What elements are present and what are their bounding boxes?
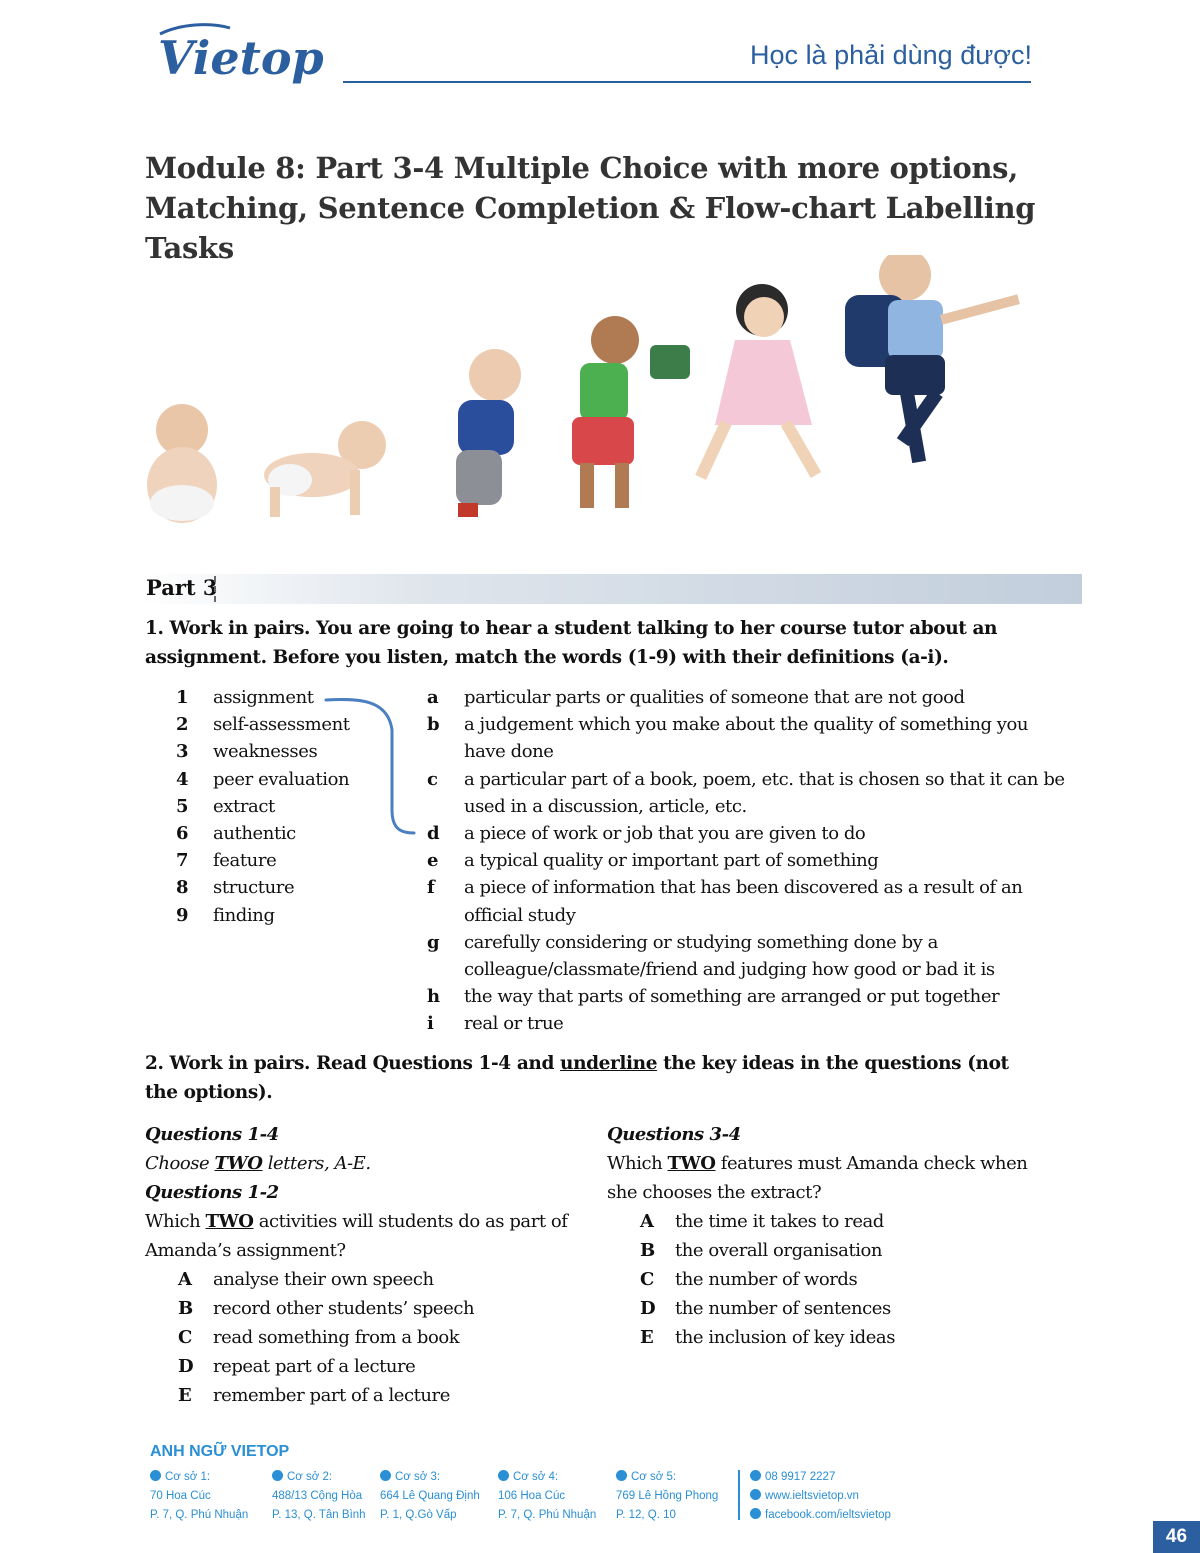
branch-address <box>616 1468 718 1525</box>
branch-address <box>498 1468 596 1525</box>
location-pin-icon <box>380 1470 391 1481</box>
definition-list <box>427 684 1067 1038</box>
crawling-baby-figure <box>264 421 386 517</box>
module-title: Module 8: Part 3-4 Multiple Choice with more options, Matching, Sentence Completion & Flow-chart Labelling Tasks <box>145 151 1036 265</box>
definition-text: the way that parts of something are arranged or put together <box>464 986 1000 1008</box>
choose-instruction <box>145 1149 595 1178</box>
word-number: 6 <box>176 823 189 845</box>
option-letter: A <box>178 1269 192 1290</box>
option-text: repeat part of a lecture <box>213 1356 416 1377</box>
part-separator-mark <box>214 576 222 602</box>
header-divider <box>343 81 1031 83</box>
option-item <box>640 1323 1057 1352</box>
word-number: 3 <box>176 741 189 763</box>
walking-child-figure <box>572 316 690 508</box>
word-number: 8 <box>176 877 189 899</box>
question-text-line2: she chooses the extract? <box>607 1182 822 1203</box>
word-number: 5 <box>176 795 189 817</box>
website-link[interactable]: www.ieltsvietop.vn <box>765 1490 859 1502</box>
option-text: remember part of a lecture <box>213 1385 450 1406</box>
sitting-baby-figure <box>147 404 217 523</box>
word-text: peer evaluation <box>213 768 350 790</box>
option-item <box>178 1381 595 1410</box>
branch-street: 488/13 Cộng Hòa <box>272 1490 363 1502</box>
word-text: structure <box>213 877 295 899</box>
option-text: the overall organisation <box>675 1240 883 1261</box>
word-text: weaknesses <box>213 741 318 763</box>
word-number: 9 <box>176 904 189 926</box>
branch-address <box>272 1468 366 1525</box>
child-growth-illustration <box>140 255 1060 540</box>
option-text: the number of sentences <box>675 1298 891 1319</box>
options-list <box>607 1207 1057 1352</box>
branch-street: 769 Lê Hồng Phong <box>616 1490 719 1502</box>
question-text <box>145 1207 595 1236</box>
option-letter: B <box>178 1298 193 1319</box>
definition-letter: g <box>427 931 440 953</box>
choose-text-end: letters, A-E. <box>262 1153 371 1174</box>
option-letter: D <box>178 1356 194 1377</box>
definition-letter: a <box>427 687 439 708</box>
definition-item <box>427 874 1067 928</box>
option-letter: E <box>640 1327 654 1348</box>
branch-address <box>150 1468 248 1525</box>
definition-text: real or true <box>464 1013 564 1035</box>
word-text: finding <box>213 904 275 926</box>
option-item <box>178 1294 595 1323</box>
option-letter: C <box>178 1327 192 1348</box>
option-item <box>178 1352 595 1381</box>
definition-letter: d <box>427 823 440 845</box>
definition-item <box>427 684 1067 711</box>
question-start: Which <box>607 1153 668 1174</box>
globe-icon <box>750 1489 761 1500</box>
branch-label: Cơ sở 2: <box>287 1471 333 1483</box>
definition-letter: h <box>427 986 440 1008</box>
option-item <box>640 1236 1057 1265</box>
instruction-text-after: the key ideas in the questions (not the options). <box>145 1053 1009 1103</box>
word-text: authentic <box>213 823 296 845</box>
questions-3-4-column <box>607 1120 1057 1352</box>
phone-icon <box>750 1470 761 1481</box>
definition-text: a piece of work or job that you are given to do <box>464 823 866 845</box>
schoolboy-figure <box>845 255 1020 463</box>
branch-district: P. 7, Q. Phú Nhuận <box>150 1509 249 1521</box>
branch-street: 664 Lê Quang Định <box>380 1490 480 1502</box>
word-number: 4 <box>176 768 189 790</box>
definition-letter: e <box>427 850 439 872</box>
option-letter: D <box>640 1298 656 1319</box>
location-pin-icon <box>272 1470 283 1481</box>
branch-label: Cơ sở 5: <box>631 1471 677 1483</box>
location-pin-icon <box>498 1470 509 1481</box>
option-text: analyse their own speech <box>213 1269 434 1290</box>
location-pin-icon <box>616 1470 627 1481</box>
toddler-figure <box>456 349 521 517</box>
definition-text: a judgement which you make about the quality of something you have done <box>464 714 1029 763</box>
word-item <box>176 847 350 874</box>
footer-brand: ANH NGỮ VIETOP <box>150 1443 290 1460</box>
word-text: feature <box>213 850 277 872</box>
definition-letter: b <box>427 714 440 736</box>
option-text: the time it takes to read <box>675 1211 884 1232</box>
definition-item <box>427 711 1067 765</box>
slogan: Học là phải dùng được! <box>750 40 1032 70</box>
word-number: 2 <box>176 714 189 736</box>
question-text-line2: Amanda’s assignment? <box>145 1240 346 1261</box>
options-list <box>145 1265 595 1410</box>
logo-text: Vietop <box>158 31 324 85</box>
instruction-underlined-word: underline <box>560 1053 658 1074</box>
branch-district: P. 13, Q. Tân Bình <box>272 1509 366 1521</box>
question-start: Which <box>145 1211 206 1232</box>
facebook-link[interactable]: facebook.com/ieltsvietop <box>765 1509 891 1521</box>
word-item <box>176 874 350 901</box>
exercise2-instruction <box>145 1049 1045 1107</box>
choose-emphasis: TWO <box>214 1153 263 1174</box>
definition-letter: c <box>427 768 438 790</box>
matching-example-line <box>320 690 430 840</box>
definition-item <box>427 929 1067 983</box>
branch-street: 106 Hoa Cúc <box>498 1490 566 1502</box>
facebook-icon <box>750 1508 761 1519</box>
questions-subheading: Questions 1-2 <box>145 1182 279 1203</box>
footer-divider <box>738 1470 740 1520</box>
questions-1-2-column <box>145 1120 595 1410</box>
branch-address <box>380 1468 480 1525</box>
option-text: record other students’ speech <box>213 1298 475 1319</box>
option-letter: C <box>640 1269 654 1290</box>
questions-heading: Questions 3-4 <box>607 1124 741 1145</box>
page-number: 46 <box>1153 1521 1200 1553</box>
branch-street: 70 Hoa Cúc <box>150 1490 211 1502</box>
branch-district: P. 12, Q. 10 <box>616 1509 676 1521</box>
branch-district: P. 7, Q. Phú Nhuận <box>498 1509 597 1521</box>
definition-text: carefully considering or studying something done by a colleague/classmate/friend and judging how good or bad it is <box>464 931 995 981</box>
contact-info <box>750 1468 891 1525</box>
option-text: read something from a book <box>213 1327 460 1348</box>
exercise1-instruction: 1. Work in pairs. You are going to hear a student talking to her course tutor about an assignment. Before you listen, match the words (1-9) with their definitions (a-i). <box>145 618 998 668</box>
definition-letter: f <box>427 877 435 899</box>
question-end: features must Amanda check when <box>715 1153 1028 1174</box>
definition-text: a typical quality or important part of something <box>464 850 879 872</box>
running-girl-figure <box>695 284 821 480</box>
word-item <box>176 902 350 929</box>
branch-district: P. 1, Q.Gò Vấp <box>380 1509 457 1521</box>
option-text: the number of words <box>675 1269 858 1290</box>
definition-text: a particular part of a book, poem, etc. that is chosen so that it can be used in a discussion, article, etc. <box>464 768 1065 817</box>
instruction-text-before: 2. Work in pairs. Read Questions 1-4 and <box>145 1053 561 1074</box>
word-text: extract <box>213 795 275 817</box>
word-number: 7 <box>176 850 189 872</box>
question-text <box>607 1149 1057 1178</box>
branch-label: Cơ sở 1: <box>165 1471 211 1483</box>
option-item <box>640 1207 1057 1236</box>
question-emphasis: TWO <box>667 1153 716 1174</box>
question-emphasis: TWO <box>205 1211 254 1232</box>
definition-text: a piece of information that has been discovered as a result of an official study <box>464 877 1023 926</box>
branch-label: Cơ sở 4: <box>513 1471 559 1483</box>
branch-label: Cơ sở 3: <box>395 1471 441 1483</box>
option-letter: E <box>178 1385 192 1406</box>
definition-item <box>427 847 1067 874</box>
definition-item <box>427 1010 1067 1037</box>
part-label: Part 3 <box>146 575 218 600</box>
option-item <box>178 1265 595 1294</box>
phone-number: 08 9917 2227 <box>765 1471 836 1483</box>
part-section-bar <box>140 574 1082 604</box>
word-text: self-assessment <box>213 714 350 736</box>
definition-item <box>427 766 1067 820</box>
option-letter: A <box>640 1211 654 1232</box>
option-item <box>640 1265 1057 1294</box>
definition-item <box>427 983 1067 1010</box>
option-item <box>178 1323 595 1352</box>
word-text: assignment <box>213 687 314 709</box>
word-number: 1 <box>176 687 189 709</box>
location-pin-icon <box>150 1470 161 1481</box>
vietop-logo <box>150 14 330 96</box>
option-text: the inclusion of key ideas <box>675 1327 895 1348</box>
option-item <box>640 1294 1057 1323</box>
option-letter: B <box>640 1240 655 1261</box>
definition-text: particular parts or qualities of someone that are not good <box>464 687 965 708</box>
definition-letter: i <box>427 1013 434 1035</box>
choose-text: Choose <box>145 1153 215 1174</box>
question-end: activities will students do as part of <box>253 1211 568 1232</box>
questions-heading: Questions 1-4 <box>145 1124 279 1145</box>
definition-item <box>427 820 1067 847</box>
